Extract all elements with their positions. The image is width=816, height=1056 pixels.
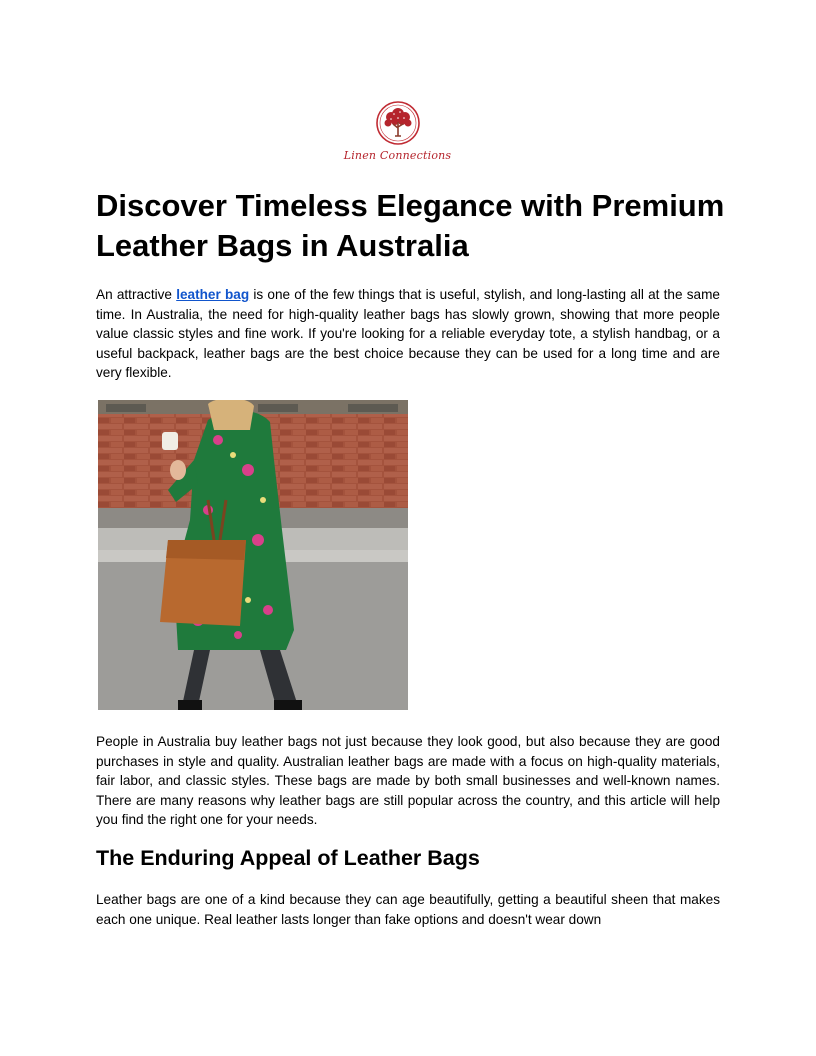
- page-title: Discover Timeless Elegance with Premium Leather Bags in Australia: [96, 188, 725, 263]
- intro-text-before: An attractive: [96, 287, 177, 302]
- woman-with-leather-tote-image: [98, 400, 408, 710]
- tree-logo-icon: [375, 100, 421, 146]
- article-photo: [98, 400, 408, 710]
- leather-bag-link[interactable]: leather bag: [176, 287, 250, 302]
- section-heading: The Enduring Appeal of Leather Bags: [96, 846, 480, 870]
- body-paragraph-2: People in Australia buy leather bags not just because they look good, but also because they are good purchases in style and quality. Australian leather bags are made with a focus on high-quality materials, fair labor, and classic styles. These bags are made by both small businesses and well-known names. There are many reasons why leather bags are still popular across the country, and this article will help you find the right one for your needs.: [96, 734, 720, 827]
- intro-paragraph: [96, 285, 720, 383]
- intro-text-after: is one of the few things that is useful, stylish, and long-lasting all at the same time. In Australia, the need for high-quality leather bags has slowly grown, showing that more people value classic styles and fine work. If you're looking for a reliable everyday tote, a stylish handbag, or a useful backpack, leather bags are the best choice because they can be used for a long time and are very flexible.: [96, 287, 720, 380]
- brand-name: Linen Connections: [343, 149, 452, 162]
- brand-logo: [340, 100, 455, 170]
- body-paragraph-3: Leather bags are one of a kind because they can age beautifully, getting a beautiful sheen that makes each one unique. Real leather lasts longer than fake options and doesn't wear down: [96, 892, 720, 927]
